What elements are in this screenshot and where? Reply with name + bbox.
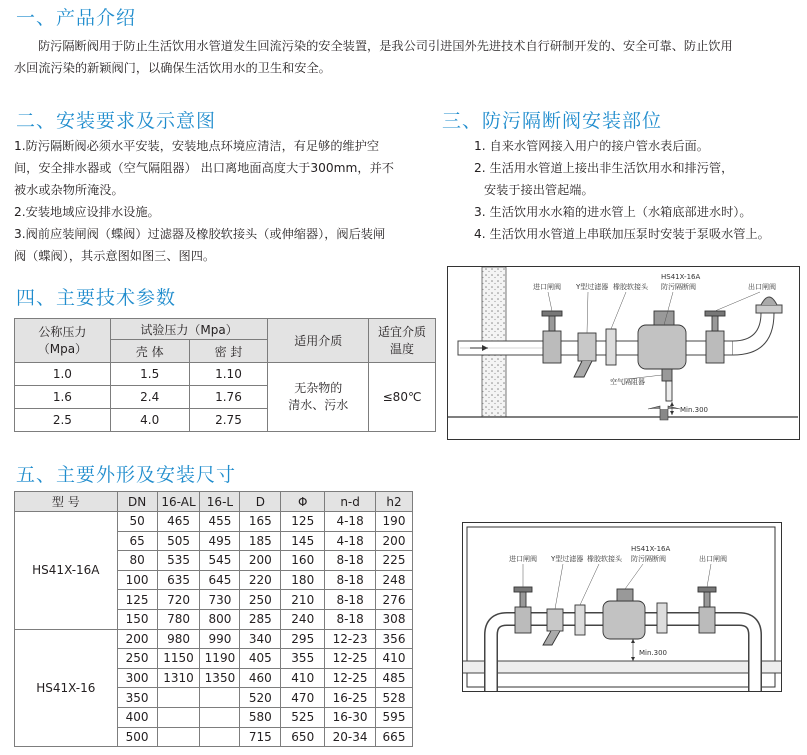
table-cell: 1350 xyxy=(200,668,240,688)
table-cell: 595 xyxy=(376,707,413,727)
temp-cell: ≤80℃ xyxy=(369,363,436,432)
table-cell: 1310 xyxy=(157,668,200,688)
table-cell: 210 xyxy=(281,590,325,610)
table-cell: 240 xyxy=(281,609,325,629)
table-cell: 500 xyxy=(117,727,157,747)
table-cell: 250 xyxy=(240,590,281,610)
col-header: D xyxy=(240,492,281,512)
dimensions-table xyxy=(14,491,413,747)
table-cell: 20-34 xyxy=(325,727,376,747)
section2-line: 阀（蝶阀），其示意图如图三、图四。 xyxy=(14,249,216,263)
table-cell: 185 xyxy=(240,531,281,551)
section2-title: 二、安装要求及示意图 xyxy=(16,110,217,132)
section5-title: 五、主要外形及安装尺寸 xyxy=(16,464,237,486)
table-cell: 1.5 xyxy=(110,363,189,386)
table-cell: 1.0 xyxy=(15,363,111,386)
table-cell: 248 xyxy=(376,570,413,590)
label-device: 防污隔断阀 xyxy=(661,283,696,291)
table-cell: 125 xyxy=(117,590,157,610)
table-cell: 276 xyxy=(376,590,413,610)
label-rubber-joint: 橡胶软接头 xyxy=(613,283,648,291)
table-cell: 520 xyxy=(240,688,281,708)
table-cell: 125 xyxy=(281,512,325,532)
table-cell: 645 xyxy=(200,570,240,590)
medium-cell: 无杂物的 清水、污水 xyxy=(268,363,369,432)
label-outlet-gate: 出口闸阀 xyxy=(699,555,727,563)
table-cell: 355 xyxy=(281,649,325,669)
table-cell: 528 xyxy=(376,688,413,708)
section2-line: 1.防污隔断阀必须水平安装，安装地点环境应清洁，有足够的维护空 xyxy=(14,139,380,153)
table-cell: 356 xyxy=(376,629,413,649)
col-header: DN xyxy=(117,492,157,512)
table-cell: 400 xyxy=(117,707,157,727)
table-cell: 410 xyxy=(281,668,325,688)
label-device: 防污隔断阀 xyxy=(631,555,666,563)
label-y-filter: Y型过滤器 xyxy=(576,283,609,291)
table-cell: 4.0 xyxy=(110,409,189,432)
table-cell: 65 xyxy=(117,531,157,551)
table-cell: 2.75 xyxy=(189,409,268,432)
table-cell: 165 xyxy=(240,512,281,532)
table-cell: 50 xyxy=(117,512,157,532)
table-cell: 800 xyxy=(200,609,240,629)
label-outlet-gate: 出口闸阀 xyxy=(748,283,776,291)
table-cell: 535 xyxy=(157,551,200,571)
label-rubber-joint: 橡胶软接头 xyxy=(587,555,622,563)
installation-diagram-3 xyxy=(447,266,800,440)
table-cell: 12-25 xyxy=(325,668,376,688)
table-cell: 2.4 xyxy=(110,386,189,409)
table-cell: 225 xyxy=(376,551,413,571)
pressure-header: 公称压力 （Mpa） xyxy=(15,319,111,363)
table-cell: 16-30 xyxy=(325,707,376,727)
medium-header: 适用介质 xyxy=(268,319,369,363)
section1-title: 一、产品介绍 xyxy=(16,7,137,29)
table-cell: 308 xyxy=(376,609,413,629)
section3-line: 4. 生活饮用水管道上串联加压泵时安装于泵吸水管上。 xyxy=(474,227,770,241)
table-cell: 1150 xyxy=(157,649,200,669)
label-air-break: 空气隔阻器 xyxy=(610,378,645,386)
table-cell: 200 xyxy=(376,531,413,551)
table-cell: 715 xyxy=(240,727,281,747)
table-cell: 495 xyxy=(200,531,240,551)
section3-line: 1. 自来水管网接入用户的接户管水表后面。 xyxy=(474,139,709,153)
section2-line: 2.安装地域应设排水设施。 xyxy=(14,205,160,219)
table-cell: 1.6 xyxy=(15,386,111,409)
table-cell: 665 xyxy=(376,727,413,747)
table-cell: 990 xyxy=(200,629,240,649)
table-cell: 200 xyxy=(240,551,281,571)
table-cell: 12-25 xyxy=(325,649,376,669)
table-cell: 8-18 xyxy=(325,609,376,629)
table-cell: 1190 xyxy=(200,649,240,669)
label-model: HS41X-16A xyxy=(631,545,671,553)
table-cell: 545 xyxy=(200,551,240,571)
table-cell: 580 xyxy=(240,707,281,727)
table-cell: 2.5 xyxy=(15,409,111,432)
table-cell: 8-18 xyxy=(325,551,376,571)
table-cell: 200 xyxy=(117,629,157,649)
table-cell: 1.76 xyxy=(189,386,268,409)
temp-header: 适宜介质 温度 xyxy=(369,319,436,363)
section3-line: 2. 生活用水管道上接出非生活饮用水和排污管， xyxy=(474,161,734,175)
table-cell: 150 xyxy=(117,609,157,629)
table-cell: 525 xyxy=(281,707,325,727)
table-cell: 455 xyxy=(200,512,240,532)
table-cell: 190 xyxy=(376,512,413,532)
table-cell: 16-25 xyxy=(325,688,376,708)
table-cell: 8-18 xyxy=(325,590,376,610)
col-header: n-d xyxy=(325,492,376,512)
table-cell: 4-18 xyxy=(325,531,376,551)
col-header: Φ xyxy=(281,492,325,512)
label-min-height: Min.300 xyxy=(680,406,709,414)
label-model: HS41X-16A xyxy=(661,273,701,281)
table-cell: 100 xyxy=(117,570,157,590)
table-cell xyxy=(157,707,200,727)
table-cell: 470 xyxy=(281,688,325,708)
table-cell: 505 xyxy=(157,531,200,551)
table-cell: 465 xyxy=(157,512,200,532)
table-cell: 300 xyxy=(117,668,157,688)
installation-diagram-4 xyxy=(462,522,782,692)
table-cell: 780 xyxy=(157,609,200,629)
col-header: h2 xyxy=(376,492,413,512)
table-cell xyxy=(157,727,200,747)
table-cell xyxy=(200,688,240,708)
table-cell: 8-18 xyxy=(325,570,376,590)
section2-line: 间，安全排水器或（空气隔阻器） 出口离地面高度大于300mm，并不 xyxy=(14,161,394,175)
table-row xyxy=(15,512,413,532)
table-cell: 340 xyxy=(240,629,281,649)
label-inlet-gate: 进口闸阀 xyxy=(509,555,537,563)
section3-title: 三、防污隔断阀安装部位 xyxy=(442,110,663,132)
section3-body xyxy=(474,135,804,245)
table-cell: 145 xyxy=(281,531,325,551)
table-cell: 250 xyxy=(117,649,157,669)
tech-params-table xyxy=(14,318,436,432)
table-cell xyxy=(200,727,240,747)
table-cell: 295 xyxy=(281,629,325,649)
table-cell: 1.10 xyxy=(189,363,268,386)
table-cell: 180 xyxy=(281,570,325,590)
table-cell: 635 xyxy=(157,570,200,590)
col-header: 16-AL xyxy=(157,492,200,512)
test-pressure-header: 试验压力（Mpa） xyxy=(110,319,268,340)
section2-line: 被水或杂物所淹没。 xyxy=(14,183,124,197)
table-cell: 160 xyxy=(281,551,325,571)
table-cell: 350 xyxy=(117,688,157,708)
table-cell: 405 xyxy=(240,649,281,669)
section1-line: 防污隔断阀用于防止生活饮用水管道发生回流污染的安全装置，是我公司引进国外先进技术自行研制开发的、安全可靠、防止饮用 xyxy=(38,39,733,53)
col-header: 型 号 xyxy=(15,492,118,512)
table-row xyxy=(15,629,413,649)
model-cell: HS41X-16A xyxy=(15,512,118,630)
model-cell: HS41X-16 xyxy=(15,629,118,747)
table-cell: 410 xyxy=(376,649,413,669)
table-cell: 220 xyxy=(240,570,281,590)
section1-body xyxy=(14,35,804,79)
section3-line: 3. 生活饮用水水箱的进水管上（水箱底部进水时）。 xyxy=(474,205,752,219)
seal-header: 密 封 xyxy=(189,340,268,363)
table-cell xyxy=(200,707,240,727)
section2-line: 3.阀前应装闸阀（蝶阀）过滤器及橡胶软接头（或伸缩器），阀后装闸 xyxy=(14,227,386,241)
table-cell: 980 xyxy=(157,629,200,649)
table-cell xyxy=(157,688,200,708)
label-min-height: Min.300 xyxy=(639,649,668,657)
section1-line: 水回流污染的新颖阀门，以确保生活饮用水的卫生和安全。 xyxy=(14,61,331,75)
table-cell: 650 xyxy=(281,727,325,747)
section4-title: 四、主要技术参数 xyxy=(16,287,177,309)
label-y-filter: Y型过滤器 xyxy=(551,555,584,563)
table-cell: 720 xyxy=(157,590,200,610)
table-cell: 12-23 xyxy=(325,629,376,649)
label-inlet-gate: 进口闸阀 xyxy=(533,283,561,291)
table-cell: 460 xyxy=(240,668,281,688)
table-cell: 285 xyxy=(240,609,281,629)
table-cell: 485 xyxy=(376,668,413,688)
col-header: 16-L xyxy=(200,492,240,512)
table-cell: 730 xyxy=(200,590,240,610)
table-cell: 4-18 xyxy=(325,512,376,532)
shell-header: 壳 体 xyxy=(110,340,189,363)
section3-line: 安装于接出管起端。 xyxy=(484,183,594,197)
table-cell: 80 xyxy=(117,551,157,571)
section2-body xyxy=(14,135,434,267)
